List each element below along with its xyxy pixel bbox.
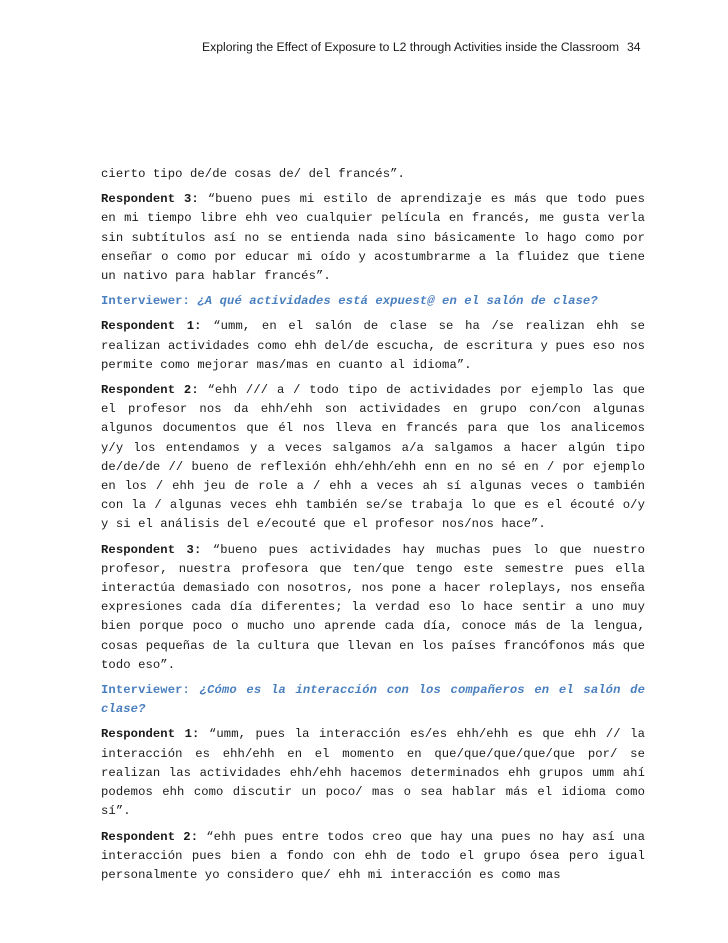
- speaker-label: Respondent 3:: [101, 192, 199, 207]
- speaker-label: Respondent 1:: [101, 319, 202, 334]
- utterance-text: “bueno pues mi estilo de aprendizaje es más que todo pues en mi tiempo libre ehh veo cualquier película en francés, me gusta verla sin subtítulos así no se entienda nada sino básicamente lo hago como por enseñar o como por educar mi oído y acostumbrarme a la fluidez que tiene un nativo para hablar francés”.: [101, 192, 645, 284]
- speaker-label: Respondent 2:: [101, 829, 199, 844]
- speaker-label: Respondent 1:: [101, 727, 200, 742]
- utterance-text: cierto tipo de/de cosas de/ del francés”.: [101, 167, 405, 181]
- question-text: ¿A qué actividades está expuest@ en el salón de clase?: [197, 294, 598, 309]
- running-head: [0, 40, 728, 60]
- transcript-paragraph: [101, 828, 645, 886]
- transcript-paragraph: [101, 165, 645, 184]
- utterance-text: “bueno pues actividades hay muchas pues lo que nuestro profesor, nuestra profesora que ten/que tengo este semestre pues ella interactúa demasiado con nosotros, nos pone a hacer roleplays, nos enseña expresiones cada día diferentes; la verdad eso lo hace sentir a uno muy bien porque poco o mucho uno aprende cada día, conoce más de la lengua, cosas pequeñas de la cultura que llevan en los países francófonos más que todo eso”.: [101, 542, 645, 672]
- interviewer-question: [101, 681, 645, 719]
- speaker-label: Interviewer:: [101, 294, 190, 309]
- page-number: 34: [627, 40, 641, 54]
- transcript-paragraph: [101, 725, 645, 821]
- transcript-body: [101, 165, 645, 891]
- question-text: ¿Cómo es la interacción con los compañeros en el salón de clase?: [101, 683, 645, 717]
- speaker-label: Interviewer:: [101, 683, 190, 698]
- running-title: Exploring the Effect of Exposure to L2 through Activities inside the Classroom: [202, 40, 620, 54]
- transcript-paragraph: [101, 381, 645, 535]
- utterance-text: “umm, en el salón de clase se ha /se realizan ehh se realizan actividades como ehh del/de escucha, de escritura y pues eso nos permite como mejorar mas/mas en cuanto al idioma”.: [101, 319, 645, 372]
- utterance-text: “ehh pues entre todos creo que hay una pues no hay así una interacción pues bien a fondo con ehh de todo el grupo ósea pero igual personalmente yo considero que/ ehh mi interacción es como mas: [101, 829, 645, 882]
- transcript-paragraph: [101, 190, 645, 286]
- transcript-paragraph: [101, 541, 645, 675]
- utterance-text: “ehh /// a / todo tipo de actividades por ejemplo las que el profesor nos da ehh/ehh son actividades en grupo con/con algunas algunos documentos que él nos lleva en francés para que los analicemos y/y los entendamos y a veces salgamos a/a salgamos a hacer algún tipo de/de/de // bueno de reflexión ehh/ehh/ehh enn en no sé en / por ejemplo en los / ehh jeu de role a / ehh a veces ah sí algunas veces o también con la / algunas veces ehh también se/se trabaja lo que es el écouté o/y y si el análisis del e/ecouté que el profesor nos/nos hace”.: [101, 383, 645, 532]
- transcript-paragraph: [101, 317, 645, 375]
- utterance-text: “umm, pues la interacción es/es ehh/ehh es que ehh // la interacción es ehh/ehh en el momento en que/que/que/que/que por/ se realizan las actividades ehh/ehh hacemos determinados ehh grupos umm ahí podemos ehh como discutir un poco/ mas o sea hablar más el idioma como sí”.: [101, 727, 645, 819]
- speaker-label: Respondent 2:: [101, 383, 199, 398]
- speaker-label: Respondent 3:: [101, 542, 202, 557]
- interviewer-question: [101, 292, 645, 311]
